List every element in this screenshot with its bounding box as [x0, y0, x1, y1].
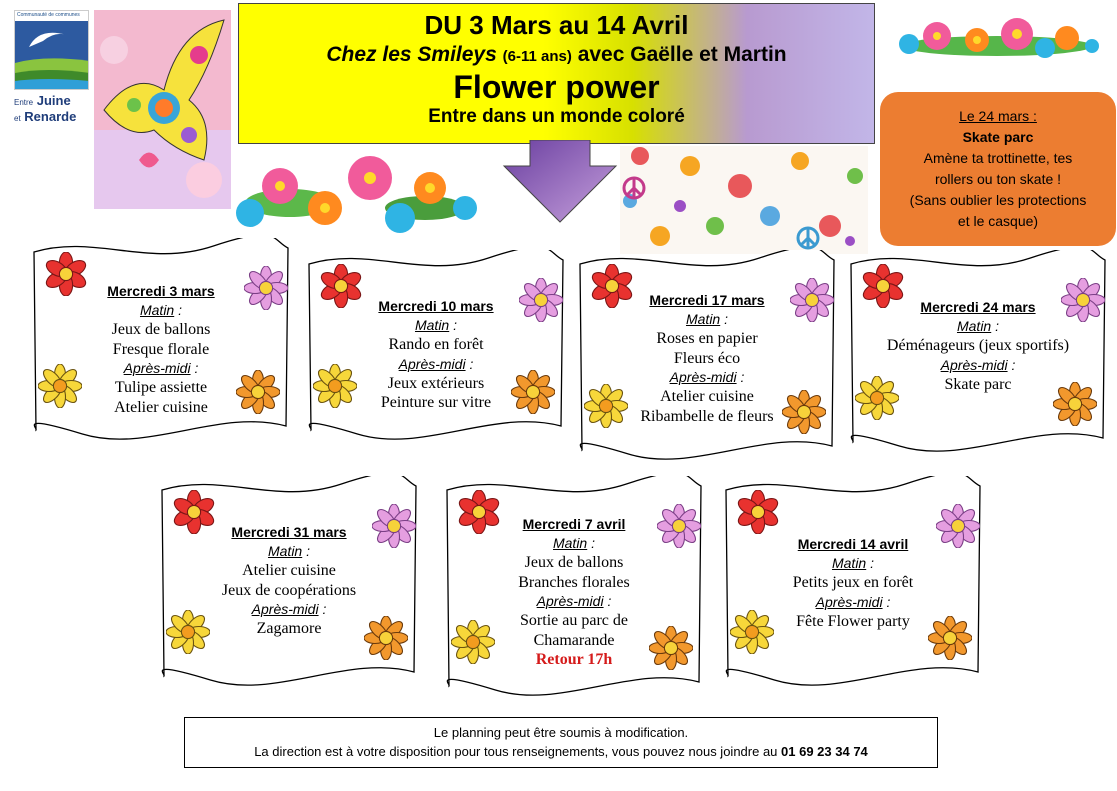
morning-label-sep: :: [720, 311, 728, 327]
header-dates: DU 3 Mars au 14 Avril: [424, 10, 689, 40]
afternoon-activity: Atelier cuisine: [114, 398, 208, 416]
footer-line-1: Le planning peut être soumis à modification.: [433, 725, 689, 740]
afternoon-label-text: Après-midi: [669, 369, 737, 385]
afternoon-label-text: Après-midi: [251, 601, 319, 617]
day-date: Mercredi 31 mars: [231, 524, 347, 540]
return-time-note: Retour 17h: [535, 651, 613, 668]
morning-label-sep: :: [866, 555, 874, 571]
afternoon-label-sep: :: [1007, 356, 1016, 373]
afternoon-label: [443, 592, 705, 611]
afternoon-label-text: Après-midi: [536, 593, 604, 609]
morning-label: [30, 301, 292, 320]
afternoon-label: [847, 356, 1109, 375]
footer-phone: 01 69 23 34 74: [781, 744, 868, 759]
day-content: [443, 514, 705, 670]
afternoon-activity: Jeux extérieurs: [387, 374, 485, 392]
footer-contact-text: La direction est à votre disposition pour tous renseignements, vous pouvez nous joindre au: [254, 744, 782, 759]
day-content: [305, 296, 567, 413]
header-group-line: [239, 43, 874, 67]
day-content: [576, 290, 838, 426]
day-card: [847, 250, 1109, 460]
morning-label-text: Matin: [267, 543, 303, 559]
day-date: Mercredi 7 avril: [522, 516, 626, 532]
morning-activity: Atelier cuisine: [242, 562, 336, 579]
day-date: Mercredi 24 mars: [920, 299, 1036, 315]
afternoon-label: [722, 593, 984, 612]
afternoon-activity: Atelier cuisine: [660, 388, 754, 405]
notice-text-1: Amène ta trottinette, tes: [923, 150, 1073, 166]
afternoon-activity: Fête Flower party: [796, 612, 910, 630]
afternoon-activity: Zagamore: [256, 620, 322, 637]
morning-label-sep: :: [991, 318, 999, 334]
morning-label-text: Matin: [139, 302, 175, 318]
afternoon-label-sep: :: [318, 601, 327, 617]
afternoon-label: [305, 355, 567, 374]
day-card: [576, 250, 838, 468]
morning-label-text: Matin: [956, 318, 992, 334]
logo-prefix-2: et: [14, 114, 21, 123]
footer-info-box: [184, 717, 938, 768]
morning-label: [158, 542, 420, 561]
morning-label-text: Matin: [552, 535, 588, 551]
morning-label: [443, 534, 705, 553]
morning-label-sep: :: [174, 302, 182, 318]
morning-activity: Fresque florale: [112, 340, 210, 358]
afternoon-activity: Skate parc: [944, 375, 1012, 393]
day-card: [30, 238, 292, 448]
logo-name-1: Juine: [36, 93, 71, 108]
morning-activity: Jeux de coopérations: [221, 581, 357, 599]
morning-label-text: Matin: [414, 317, 450, 333]
footer-line-2: [185, 742, 937, 761]
afternoon-label-text: Après-midi: [398, 355, 466, 372]
notice-text-4: et le casque): [957, 213, 1039, 229]
afternoon-label-sep: :: [603, 593, 612, 609]
hibiscus-flowers-illustration: [230, 148, 480, 248]
program-header: [238, 3, 875, 144]
animators: avec Gaëlle et Martin: [577, 43, 787, 66]
morning-activity: Jeux de ballons: [111, 321, 211, 338]
logo-name-2: Renarde: [24, 109, 77, 124]
afternoon-label-text: Après-midi: [123, 360, 191, 376]
day-content: [722, 534, 984, 631]
program-subtitle: Entre dans un monde coloré: [428, 106, 685, 127]
day-card: [443, 476, 705, 704]
day-date: Mercredi 3 mars: [107, 283, 215, 299]
community-logo: [14, 10, 92, 122]
morning-label: [722, 554, 984, 573]
program-title: Flower power: [453, 69, 660, 105]
day-card: [722, 476, 984, 694]
afternoon-label: [576, 368, 838, 387]
day-card: [158, 476, 420, 694]
hibiscus-border-illustration: [897, 10, 1099, 68]
morning-activity: Fleurs éco: [673, 349, 741, 367]
morning-activity: Roses en papier: [656, 330, 758, 347]
logo-prefix-1: Entre: [14, 98, 34, 107]
afternoon-label-text: Après-midi: [940, 356, 1008, 373]
morning-activity: Déménageurs (jeux sportifs): [886, 337, 1070, 354]
skate-park-notice: Le 24 mars : Skate parc Amène ta trottinette, tes rollers ou ton skate ! (Sans oublier les protections et le casque): [880, 92, 1116, 246]
down-arrow-shape: [502, 140, 618, 224]
afternoon-label-sep: :: [882, 593, 891, 610]
morning-label-text: Matin: [831, 555, 867, 571]
day-date: Mercredi 17 mars: [649, 292, 765, 308]
morning-activity: Petits jeux en forêt: [792, 574, 914, 591]
morning-activity: Rando en forêt: [388, 336, 484, 353]
afternoon-activity: Peinture sur vitre: [380, 394, 492, 411]
notice-text-2: rollers ou ton skate !: [934, 171, 1062, 187]
afternoon-label-text: Après-midi: [815, 593, 883, 610]
day-date: Mercredi 14 avril: [797, 536, 909, 552]
morning-label-text: Matin: [685, 311, 721, 327]
red-flower-icon: [736, 490, 780, 539]
afternoon-activity: Sortie au parc de: [520, 612, 628, 629]
afternoon-activity: Tulipe assiette: [114, 379, 208, 396]
logo-org-label: Communauté de communes: [17, 12, 80, 18]
morning-activity: Jeux de ballons: [524, 554, 624, 571]
notice-title: Skate parc: [962, 129, 1034, 145]
morning-label: [576, 310, 838, 329]
notice-date: Le 24 mars: [959, 108, 1030, 124]
afternoon-label: [158, 600, 420, 619]
morning-label: [847, 317, 1109, 336]
morning-label-sep: :: [302, 543, 310, 559]
afternoon-label-sep: :: [736, 369, 745, 385]
group-name: Chez les Smileys: [326, 43, 497, 66]
notice-text-3: (Sans oublier les protections: [909, 192, 1087, 208]
morning-label-sep: :: [587, 535, 595, 551]
day-date: Mercredi 10 mars: [378, 298, 494, 314]
afternoon-label: [30, 359, 292, 378]
morning-activity: Branches florales: [518, 573, 630, 591]
afternoon-activity: Chamarande: [533, 631, 615, 649]
logo-text: [14, 94, 92, 126]
day-content: [158, 522, 420, 639]
day-content: [847, 297, 1109, 394]
day-content: [30, 281, 292, 417]
logo-mark: [14, 10, 89, 90]
psychedelic-dove-illustration: [94, 10, 231, 209]
peace-flowers-pattern: [620, 146, 868, 254]
day-card: [305, 250, 567, 448]
morning-label: [305, 316, 567, 335]
afternoon-activity: Ribambelle de fleurs: [640, 407, 774, 425]
afternoon-label-sep: :: [465, 355, 474, 372]
morning-label-sep: :: [449, 317, 457, 333]
age-range: (6-11 ans): [502, 48, 572, 65]
afternoon-label-sep: :: [190, 360, 199, 376]
